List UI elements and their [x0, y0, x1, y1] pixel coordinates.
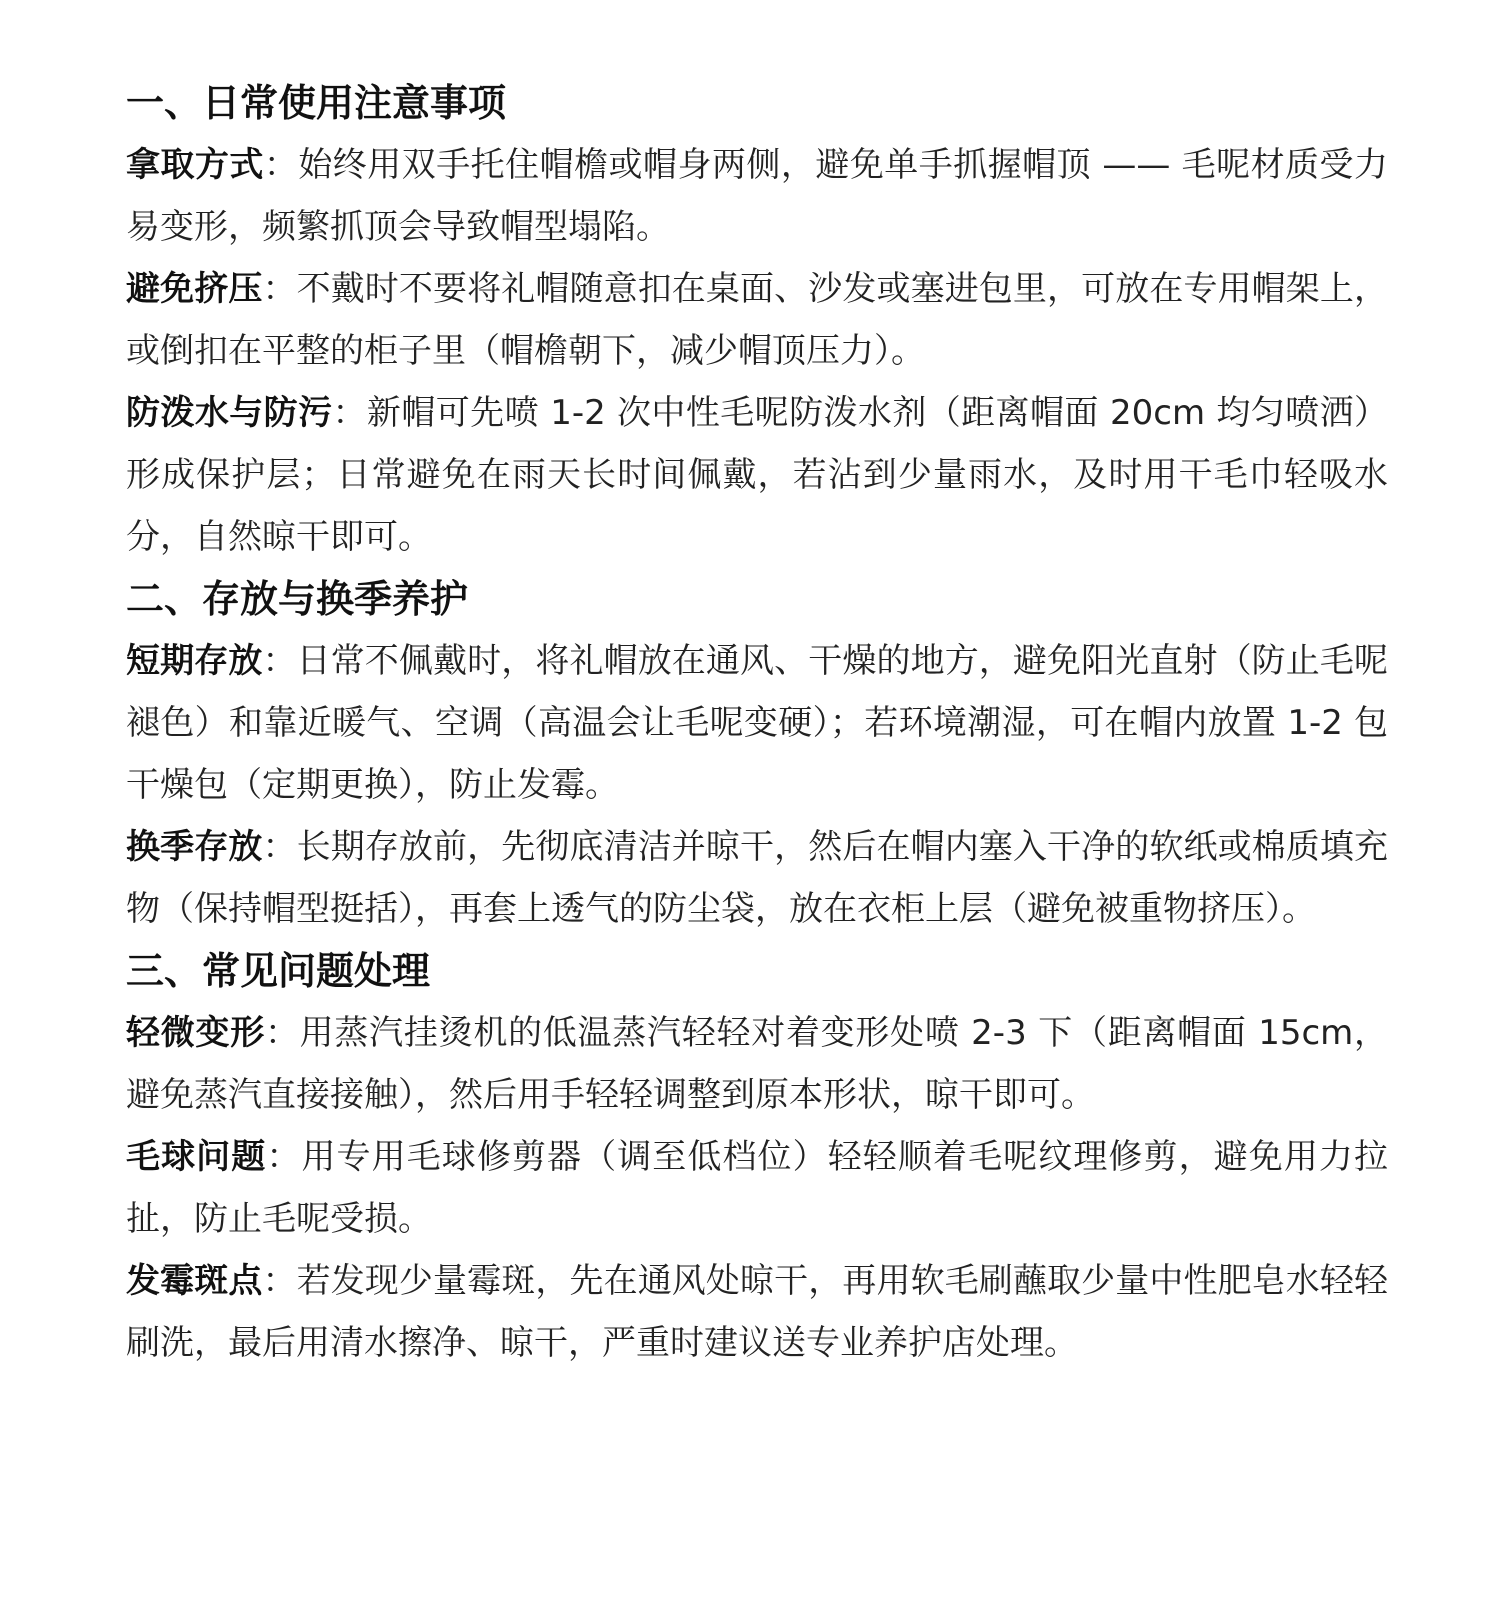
item-mildew-spots	[126, 1250, 1388, 1374]
item-water-stain-protection	[126, 382, 1388, 568]
item-label: 换季存放	[126, 827, 263, 867]
item-short-term-storage	[126, 630, 1388, 816]
item-label: 拿取方式	[126, 145, 264, 185]
item-label: 避免挤压	[126, 269, 263, 309]
item-label: 轻微变形	[126, 1013, 265, 1053]
item-separator: ：	[262, 1261, 297, 1301]
item-text: 不戴时不要将礼帽随意扣在桌面、沙发或塞进包里，可放在专用帽架上，或倒扣在平整的柜子里（帽檐朝下，减少帽顶压力）。	[126, 269, 1389, 371]
item-pilling	[126, 1126, 1388, 1250]
item-text: 始终用双手托住帽檐或帽身两侧，避免单手抓握帽顶 —— 毛呢材质受力易变形，频繁抓顶会导致帽型塌陷。	[126, 145, 1388, 247]
section-title-daily-use: 一、日常使用注意事项	[126, 81, 507, 125]
item-text: 用蒸汽挂烫机的低温蒸汽轻轻对着变形处喷 2-3 下（距离帽面 15cm，避免蒸汽直接接触），然后用手轻轻调整到原本形状，晾干即可。	[126, 1013, 1388, 1115]
item-separator: ：	[263, 145, 299, 185]
item-text: 长期存放前，先彻底清洁并晾干，然后在帽内塞入干净的软纸或棉质填充物（保持帽型挺括），再套上透气的防尘袋，放在衣柜上层（避免被重物挤压）。	[126, 827, 1389, 929]
item-separator: ：	[262, 269, 297, 309]
section-title-common-problems: 三、常见问题处理	[126, 949, 431, 993]
item-label: 短期存放	[126, 641, 263, 681]
item-text: 若发现少量霉斑，先在通风处晾干，再用软毛刷蘸取少量中性肥皂水轻轻刷洗，最后用清水擦净、晾干，严重时建议送专业养护店处理。	[126, 1261, 1389, 1363]
item-separator: ：	[264, 1013, 300, 1053]
item-handling	[126, 134, 1388, 258]
item-separator: ：	[262, 641, 297, 681]
item-separator: ：	[262, 827, 297, 867]
item-avoid-squeeze	[126, 258, 1388, 382]
item-text: 新帽可先喷 1-2 次中性毛呢防泼水剂（距离帽面 20cm 均匀喷洒）形成保护层；日常避免在雨天长时间佩戴，若沾到少量雨水，及时用干毛巾轻吸水分，自然晾干即可。	[126, 393, 1389, 557]
item-text: 用专用毛球修剪器（调至低档位）轻轻顺着毛呢纹理修剪，避免用力拉扯，防止毛呢受损。	[126, 1137, 1389, 1239]
item-seasonal-storage	[126, 816, 1388, 940]
item-separator: ：	[266, 1137, 302, 1177]
item-label: 防泼水与防污	[126, 393, 333, 433]
item-minor-deformation	[126, 1002, 1388, 1126]
section-title-storage: 二、存放与换季养护	[126, 577, 469, 621]
item-label: 毛球问题	[126, 1137, 267, 1177]
item-separator: ：	[332, 393, 367, 433]
item-label: 发霉斑点	[126, 1261, 263, 1301]
care-guide-document	[126, 72, 1388, 1374]
item-text: 日常不佩戴时，将礼帽放在通风、干燥的地方，避免阳光直射（防止毛呢褪色）和靠近暖气、空调（高温会让毛呢变硬）；若环境潮湿，可在帽内放置 1-2 包干燥包（定期更换），防止发霉。	[126, 641, 1389, 805]
